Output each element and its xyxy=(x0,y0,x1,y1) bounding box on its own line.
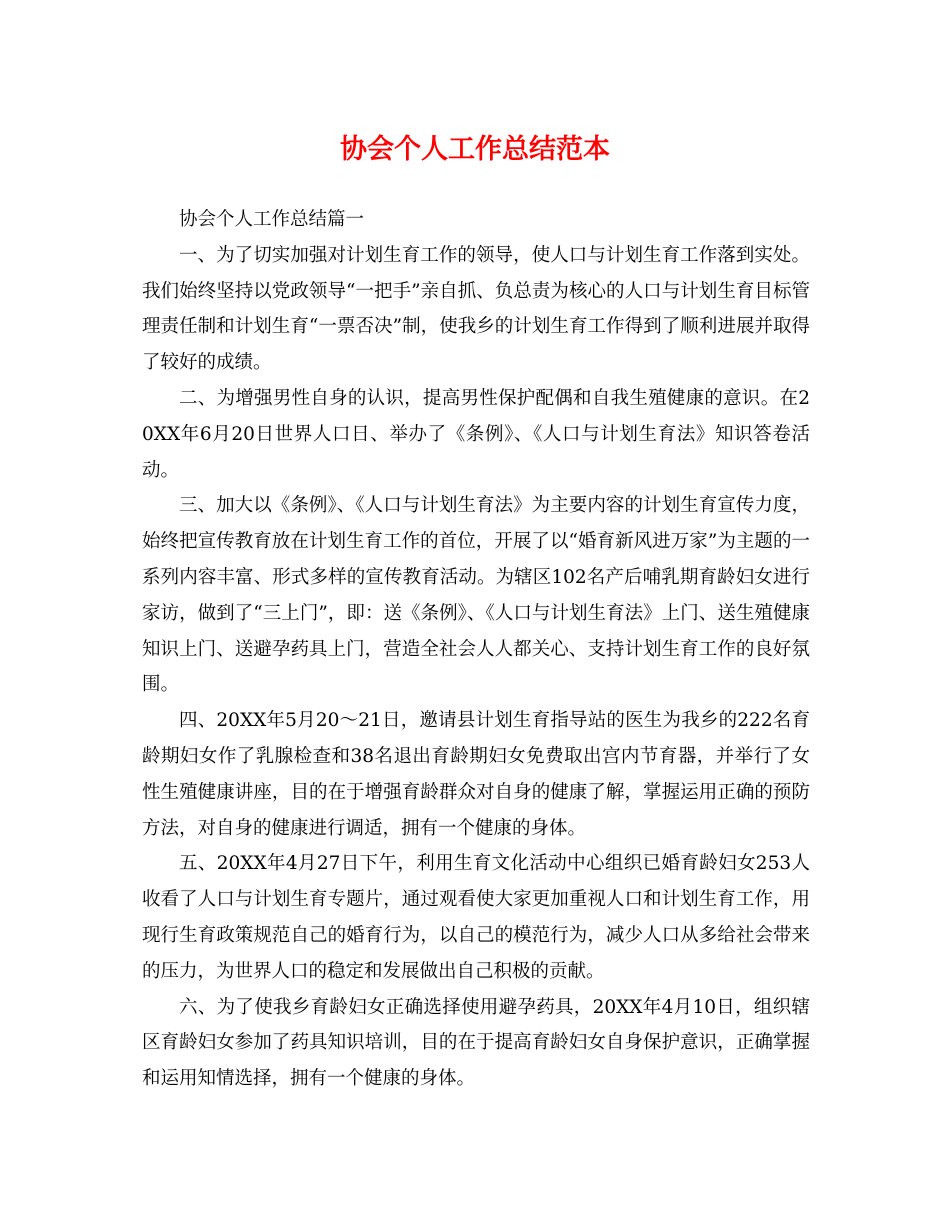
paragraph-5: 五、20XX年4月27日下午，利用生育文化活动中心组织已婚育龄妇女253人收看了人口与计划生育专题片，通过观看使大家更加重视人口和计划生育工作，用现行生育政策规范自己的婚育行为，以自己的模范行为，减少人口从多给社会带来的压力，为世界人口的稳定和发展做出自己积极的贡献。 xyxy=(142,853,810,982)
paragraph-4: 四、20XX年5月20～21日，邀请县计划生育指导站的医生为我乡的222名育龄期妇女作了乳腺检查和38名退出育龄期妇女免费取出宫内节育器，并举行了女性生殖健康讲座，目的在于增强育龄群众对自身的健康了解，掌握运用正确的预防方法，对自身的健康进行调适，拥有一个健康的身体。 xyxy=(142,710,810,839)
section-heading: 协会个人工作总结篇一 xyxy=(179,209,365,230)
paragraph-6: 六、为了使我乡育龄妇女正确选择使用避孕药具，20XX年4月10日，组织辖区育龄妇女参加了药具知识培训，目的在于提高育龄妇女自身保护意识，正确掌握和运用知情选择，拥有一个健康的身体。 xyxy=(142,996,810,1090)
document-body xyxy=(142,202,810,1097)
paragraph-2: 二、为增强男性自身的认识，提高男性保护配偶和自我生殖健康的意识。在20XX年6月20日世界人口日、举办了《条例》、《人口与计划生育法》知识答卷活动。 xyxy=(142,387,810,481)
paragraph-3: 三、加大以《条例》、《人口与计划生育法》为主要内容的计划生育宣传力度，始终把宣传教育放在计划生育工作的首位，开展了以“婚育新风进万家”为主题的一系列内容丰富、形式多样的宣传教育活动。为辖区102名产后哺乳期育龄妇女进行家访，做到了“三上门”，即：送《条例》、《人口与计划生育法》上门、送生殖健康知识上门、送避孕药具上门，营造全社会人人都关心、支持计划生育工作的良好氛围。 xyxy=(142,495,810,696)
document-title: 协会个人工作总结范本 xyxy=(340,134,610,165)
paragraph-1: 一、为了切实加强对计划生育工作的领导，使人口与计划生育工作落到实处。我们始终坚持以党政领导“一把手”亲自抓、负总责为核心的人口与计划生育目标管理责任制和计划生育“一票否决”制，使我乡的计划生育工作得到了顺利进展并取得了较好的成绩。 xyxy=(142,244,810,374)
